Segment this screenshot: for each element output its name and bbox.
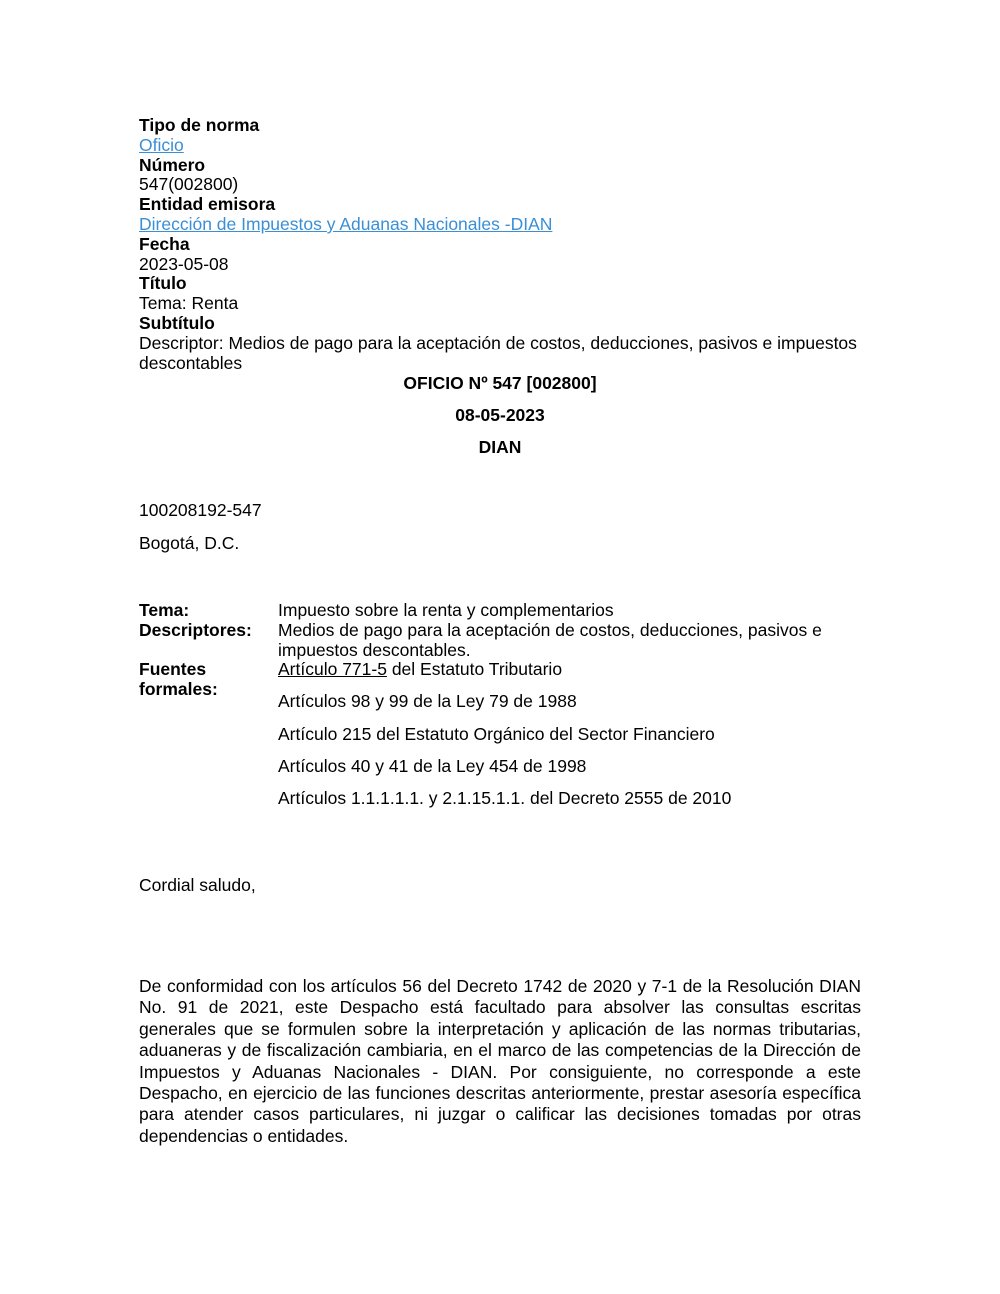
descriptores-value: Medios de pago para la aceptación de costos, deducciones, pasivos e impuestos descontables. <box>278 619 822 660</box>
document-page <box>139 116 861 457</box>
oficio-heading: OFICIO Nº 547 [002800] <box>403 373 597 394</box>
fecha-value: 2023-05-08 <box>139 253 229 274</box>
fuente-link[interactable]: Artículo 771-5 <box>278 659 387 680</box>
tipo-link[interactable]: Oficio <box>139 134 184 155</box>
tema-row <box>139 601 861 621</box>
fuente-item <box>278 660 861 680</box>
oficio-entity: DIAN <box>478 437 522 458</box>
fuentes-label: Fuentes formales: <box>139 659 218 700</box>
numero-label: Número <box>139 154 206 175</box>
fuente-item: Artículos 1.1.1.1.1. y 2.1.15.1.1. del Decreto 2555 de 2010 <box>278 787 732 808</box>
reference-number: 100208192-547 <box>139 500 262 520</box>
reference-city: Bogotá, D.C. <box>139 533 240 553</box>
entidad-link[interactable]: Dirección de Impuestos y Aduanas Nacionales -DIAN <box>139 213 553 234</box>
fuente-item: Artículos 40 y 41 de la Ley 454 de 1998 <box>278 755 587 776</box>
titulo-label: Título <box>139 273 187 294</box>
subtitulo-label: Subtítulo <box>139 312 215 333</box>
fuentes-list <box>278 660 861 820</box>
body-paragraph: De conformidad con los artículos 56 del Decreto 1742 de 2020 y 7-1 de la Resolución DIAN No. 91 de 2021, este Despacho está facultado para absolver las consultas escritas generales que se formulen sobre la interpretación y aplicación de las normas tributarias, aduaneras y de fiscalización cambiaria, en el marco de las competencias de la Dirección de Impuestos y Aduanas Nacionales - DIAN. Por consiguiente, no corresponde a este Despacho, en ejercicio de las funciones descritas anteriormente, prestar asesoría específica para atender casos particulares, ni juzgar o calificar las decisiones tomadas por otras dependencias o entidades. <box>139 976 861 1146</box>
fuente-item: Artículo 215 del Estatuto Orgánico del Sector Financiero <box>278 723 715 744</box>
details-table <box>139 601 861 821</box>
fuente-item: Artículos 98 y 99 de la Ley 79 de 1988 <box>278 691 577 712</box>
numero-value: 547(002800) <box>139 174 239 195</box>
titulo-value: Tema: Renta <box>139 293 239 314</box>
subtitulo-value: Descriptor: Medios de pago para la aceptación de costos, deducciones, pasivos e impuestos descontables <box>139 332 857 373</box>
fecha-label: Fecha <box>139 233 190 254</box>
entidad-label: Entidad emisora <box>139 194 276 215</box>
tipo-label: Tipo de norma <box>139 115 260 135</box>
fuente-link-suffix: del Estatuto Tributario <box>386 659 563 680</box>
greeting: Cordial saludo, <box>139 875 256 895</box>
descriptores-row <box>139 621 861 661</box>
tema-value: Impuesto sobre la renta y complementarios <box>278 600 614 620</box>
oficio-date: 08-05-2023 <box>455 405 545 426</box>
metadata-block <box>139 116 861 373</box>
descriptores-label: Descriptores: <box>139 619 252 640</box>
fuentes-row <box>139 660 861 820</box>
tema-label: Tema: <box>139 600 190 620</box>
